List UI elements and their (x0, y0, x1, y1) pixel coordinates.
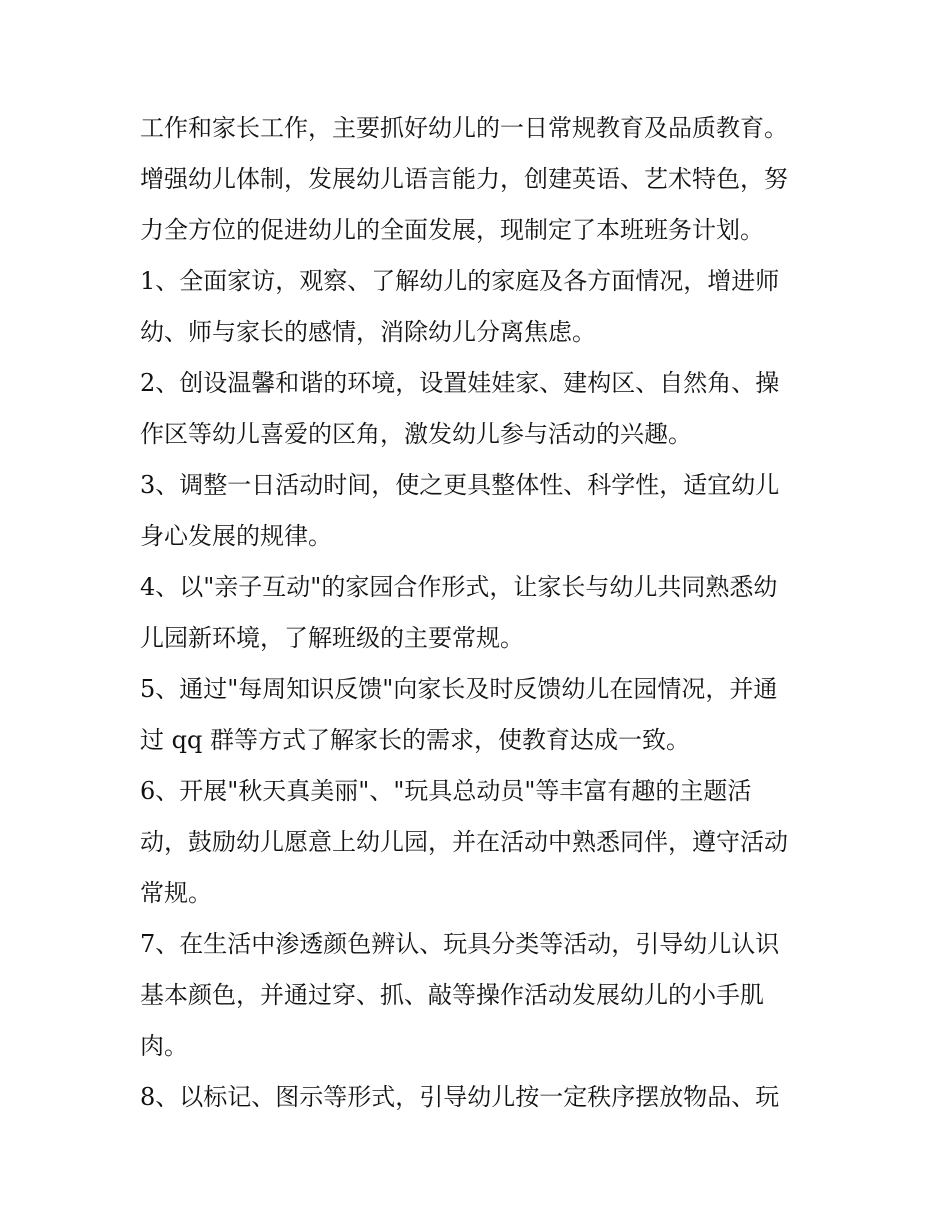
text-line: 身心发展的规律。 (140, 522, 332, 550)
text-line: 儿园新环境，了解班级的主要常规。 (140, 624, 524, 652)
text-line: 2、创设温馨和谐的环境，设置娃娃家、建构区、自然角、操 (140, 369, 780, 397)
text-line: 作区等幼儿喜爱的区角，激发幼儿参与活动的兴趣。 (140, 420, 692, 448)
text-line: 增强幼儿体制，发展幼儿语言能力，创建英语、艺术特色，努 (140, 165, 788, 193)
text-line: 1、全面家访，观察、了解幼儿的家庭及各方面情况，增进师 (140, 267, 780, 295)
text-line: 8、以标记、图示等形式，引导幼儿按一定秩序摆放物品、玩 (140, 1083, 780, 1111)
text-line: 基本颜色，并通过穿、抓、敲等操作活动发展幼儿的小手肌 (140, 981, 764, 1009)
text-line: 力全方位的促进幼儿的全面发展，现制定了本班班务计划。 (140, 216, 764, 244)
text-line: 动，鼓励幼儿愿意上幼儿园，并在活动中熟悉同伴，遵守活动 (140, 828, 788, 856)
text-line: 5、通过"每周知识反馈"向家长及时反馈幼儿在园情况，并通 (140, 675, 778, 703)
text-line: 肉。 (140, 1032, 188, 1060)
text-line: 幼、师与家长的感情，消除幼儿分离焦虑。 (140, 318, 596, 346)
text-line: 4、以"亲子互动"的家园合作形式，让家长与幼儿共同熟悉幼 (140, 573, 778, 601)
text-line: 常规。 (140, 879, 212, 907)
text-line: 3、调整一日活动时间，使之更具整体性、科学性，适宜幼儿 (140, 471, 780, 499)
text-line: 工作和家长工作，主要抓好幼儿的一日常规教育及品质教育。 (140, 114, 788, 142)
text-line: 过 qq 群等方式了解家长的需求，使教育达成一致。 (140, 726, 690, 754)
text-line: 6、开展"秋天真美丽"、"玩具总动员"等丰富有趣的主题活 (140, 777, 752, 805)
text-line: 7、在生活中渗透颜色辨认、玩具分类等活动，引导幼儿认识 (140, 930, 780, 958)
